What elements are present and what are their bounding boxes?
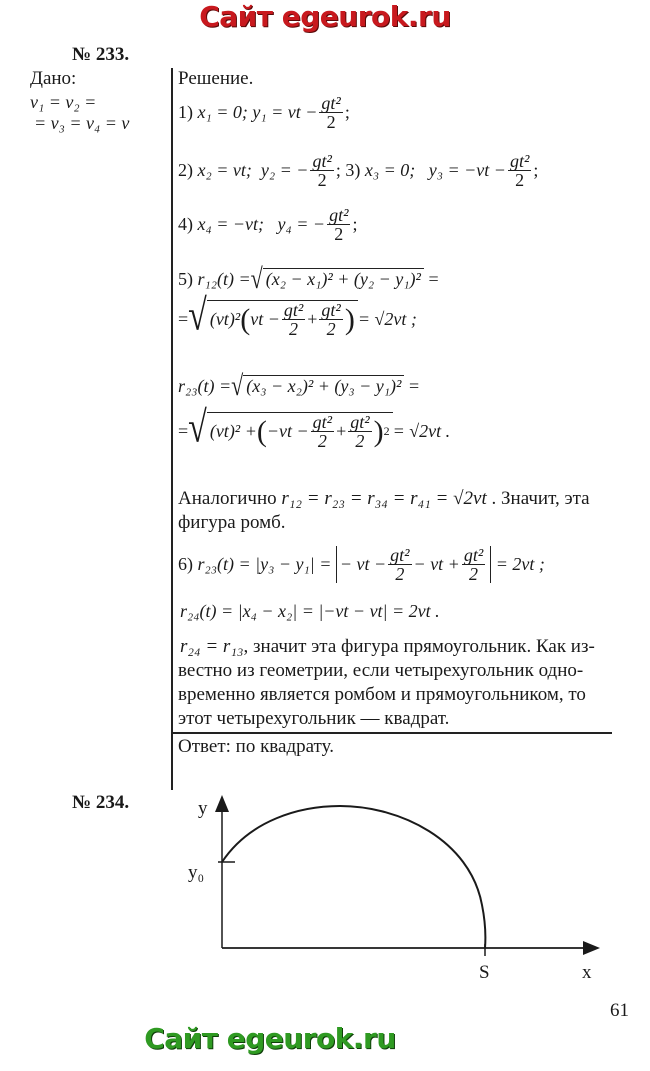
conclusion-line-3: временно является ромбом и прямоугольником, то [178, 684, 586, 705]
y-axis-label: y [198, 798, 208, 819]
conclusion-line-2: вестно из геометрии, если четырехугольник одно- [178, 660, 584, 681]
step-1-end: ; [344, 102, 350, 122]
r12-eq: = [428, 268, 439, 289]
s-label: S [479, 962, 490, 983]
given-line-1: v₁ = v₂ = [30, 92, 97, 112]
step-3-y: y₃ = −vt − [428, 160, 506, 180]
r23-lhs: r₂₃(t) = [178, 375, 232, 396]
watermark-bottom: Сайт egeurok.ru [144, 1022, 396, 1055]
step-5-prefix: 5) [178, 268, 193, 289]
analogous-line-1: Аналогично r₁₂ = r₂₃ = r₃₄ = r₄₁ = √2vt . Значит, эта [178, 488, 590, 509]
step-4-y: y₄ = − [277, 214, 326, 234]
step-5-r12-line2: = √ (vt)² ( vt − $\frac{\text{gt²}}{2}$ + $\frac{\text{gt²}}{2}$ ) = √2vt ; [178, 291, 417, 340]
absolute-value: − vt − $\frac{\text{gt²}}{2}$ − vt + $\frac{\text{gt²}}{2}$ [336, 546, 491, 583]
sqrt-r23: √ (x₃ − x₂)² + (y₃ − y₁)² [231, 375, 404, 397]
step-4-prefix: 4) [178, 214, 193, 234]
r12-result: = √2vt ; [357, 308, 417, 329]
step-5-r23: r₂₃(t) = √ (x₃ − x₂)² + (y₃ − y₁)² = [178, 369, 420, 402]
given-label: Дано: [30, 68, 77, 89]
fraction: $\frac{\text{gt²}}{2}$ [329, 205, 349, 244]
y-axis-arrow-icon [215, 795, 229, 812]
fraction: $\frac{\text{gt²}}{2}$ [509, 151, 530, 190]
watermark-top: Сайт egeurok.ru [199, 0, 451, 33]
conclusion-line-4: этот четырехугольник — квадрат. [178, 708, 450, 729]
step-2-prefix: 2) [178, 160, 193, 180]
answer: Ответ: по квадрату. [178, 736, 334, 757]
trajectory-curve [222, 806, 485, 948]
fraction: $\frac{\text{gt²}}{2}$ [312, 151, 332, 190]
step-1-x: x₁ = 0; [197, 102, 248, 122]
y0-label: y₀ [188, 862, 205, 883]
sqrt-r12-expanded: √ (vt)² ( vt − $\frac{\text{gt²}}{2}$ + $\frac{\text{gt²}}{2}$ ) [188, 300, 358, 338]
step-4-x: x₄ = −vt; [197, 214, 265, 234]
step-6: 6) r₂₃(t) = |y₃ − y₁| = − vt − $\frac{\text{gt²}}{2}$ − vt + $\frac{\text{gt²}}{2}$ = 2vt ; [178, 545, 545, 584]
r24-line: r₂₄(t) = |x₄ − x₂| = |−vt − vt| = 2vt . [180, 601, 440, 621]
step-5-r23-line2: = √ (vt)² + ( −vt − $\frac{\text{gt²}}{2}$ + $\frac{\text{gt²}}{2}$ ) 2 = √2vt . [178, 403, 451, 452]
step-1-prefix: 1) [178, 102, 193, 122]
step-2-y: y₂ = − [260, 160, 309, 180]
page-number: 61 [610, 1000, 629, 1021]
step-1-y: y₁ = vt − [252, 102, 318, 122]
step-3-end: ; [533, 160, 539, 180]
problem-233-number: № 233. [72, 44, 130, 65]
x-axis-arrow-icon [583, 941, 600, 955]
x-axis-label: x [582, 962, 592, 983]
conclusion-line-1: r₂₄ = r₁₃, значит эта фигура прямоугольник. Как из- [180, 636, 595, 657]
problem-234-number: № 234. [72, 792, 130, 813]
step-2-x: x₂ = vt; [197, 160, 252, 180]
r12-lhs: r₁₂(t) = [197, 268, 251, 289]
step-3-prefix: 3) [345, 160, 361, 180]
sqrt-r12: √ (x₂ − x₁)² + (y₂ − y₁)² [251, 268, 424, 290]
r23-result: = √2vt . [392, 420, 451, 441]
step-4-end: ; [352, 214, 358, 234]
sqrt-r23-expanded: √ (vt)² + ( −vt − $\frac{\text{gt²}}{2}$ + $\frac{\text{gt²}}{2}$ ) 2 [188, 412, 392, 450]
fraction: $\frac{\text{gt²}}{2}$ [321, 93, 341, 132]
step-3-x: x₃ = 0; [364, 160, 416, 180]
analogous-line-2: фигура ромб. [178, 512, 286, 533]
step-2-end: ; [335, 160, 341, 180]
solution-heading: Решение. [178, 68, 254, 89]
given-line-2: = v₃ = v₄ = v [34, 113, 130, 133]
